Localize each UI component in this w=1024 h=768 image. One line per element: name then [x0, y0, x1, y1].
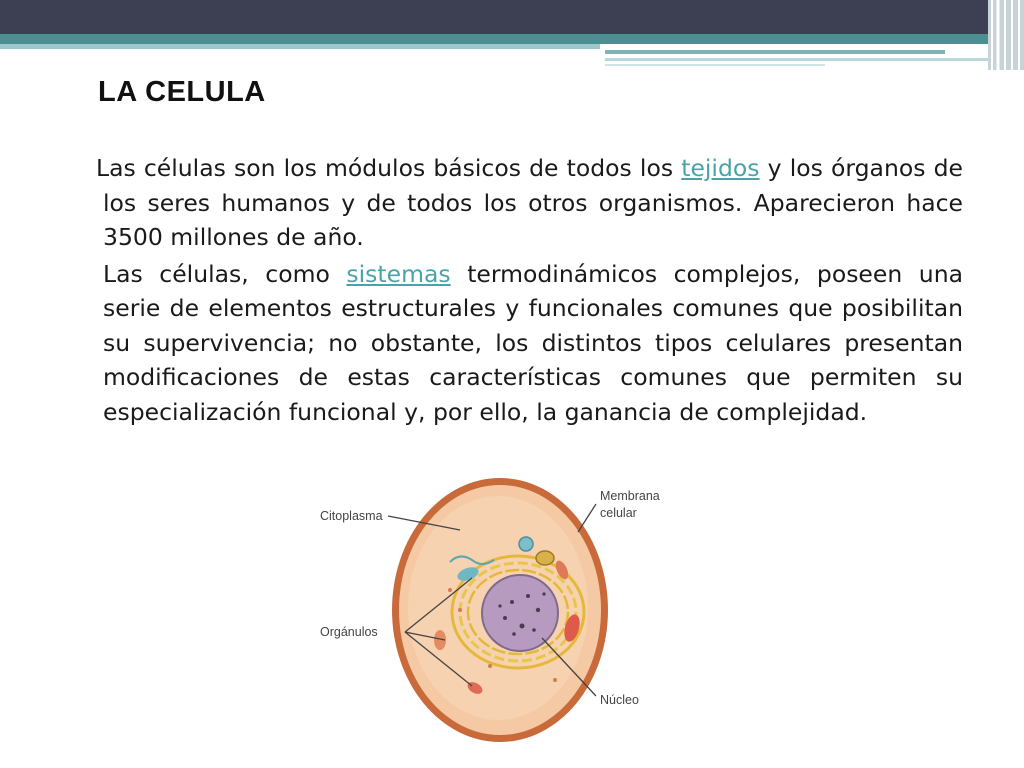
label-membrana-1: Membrana: [600, 489, 660, 503]
link-sistemas[interactable]: sistemas: [346, 259, 451, 288]
nucleus: [482, 575, 558, 651]
label-organulos: Orgánulos: [320, 625, 378, 639]
paragraph-1: [96, 151, 963, 255]
paragraph-1-text-b: y los órganos de los seres humanos y de todos los otros organismos. Aparecieron hace 3500 millones de año.: [103, 154, 963, 251]
label-nucleo: Núcleo: [600, 693, 639, 707]
label-membrana-2: celular: [600, 506, 637, 520]
paragraph-2: [103, 257, 963, 430]
link-tejidos[interactable]: tejidos: [681, 154, 760, 182]
header-decoration: [0, 0, 1024, 70]
slide-title: LA CELULA: [98, 76, 266, 108]
paragraph-2-text-b: termodinámicos complejos, poseen una serie de elementos estructurales y funcionales comunes que posibilitan su supervivencia; no obstante, los distintos tipos celulares presentan modificaciones de estas características comunes que permiten su especialización funcional y, por ello, la ganancia de complejidad.: [103, 259, 963, 426]
paragraph-1-text-a: Las células son los módulos básicos de todos los: [96, 154, 682, 182]
label-citoplasma: Citoplasma: [320, 509, 383, 523]
slide-body: [96, 151, 963, 431]
paragraph-2-text-a: Las células, como: [103, 259, 347, 288]
cell-diagram: [300, 470, 720, 750]
